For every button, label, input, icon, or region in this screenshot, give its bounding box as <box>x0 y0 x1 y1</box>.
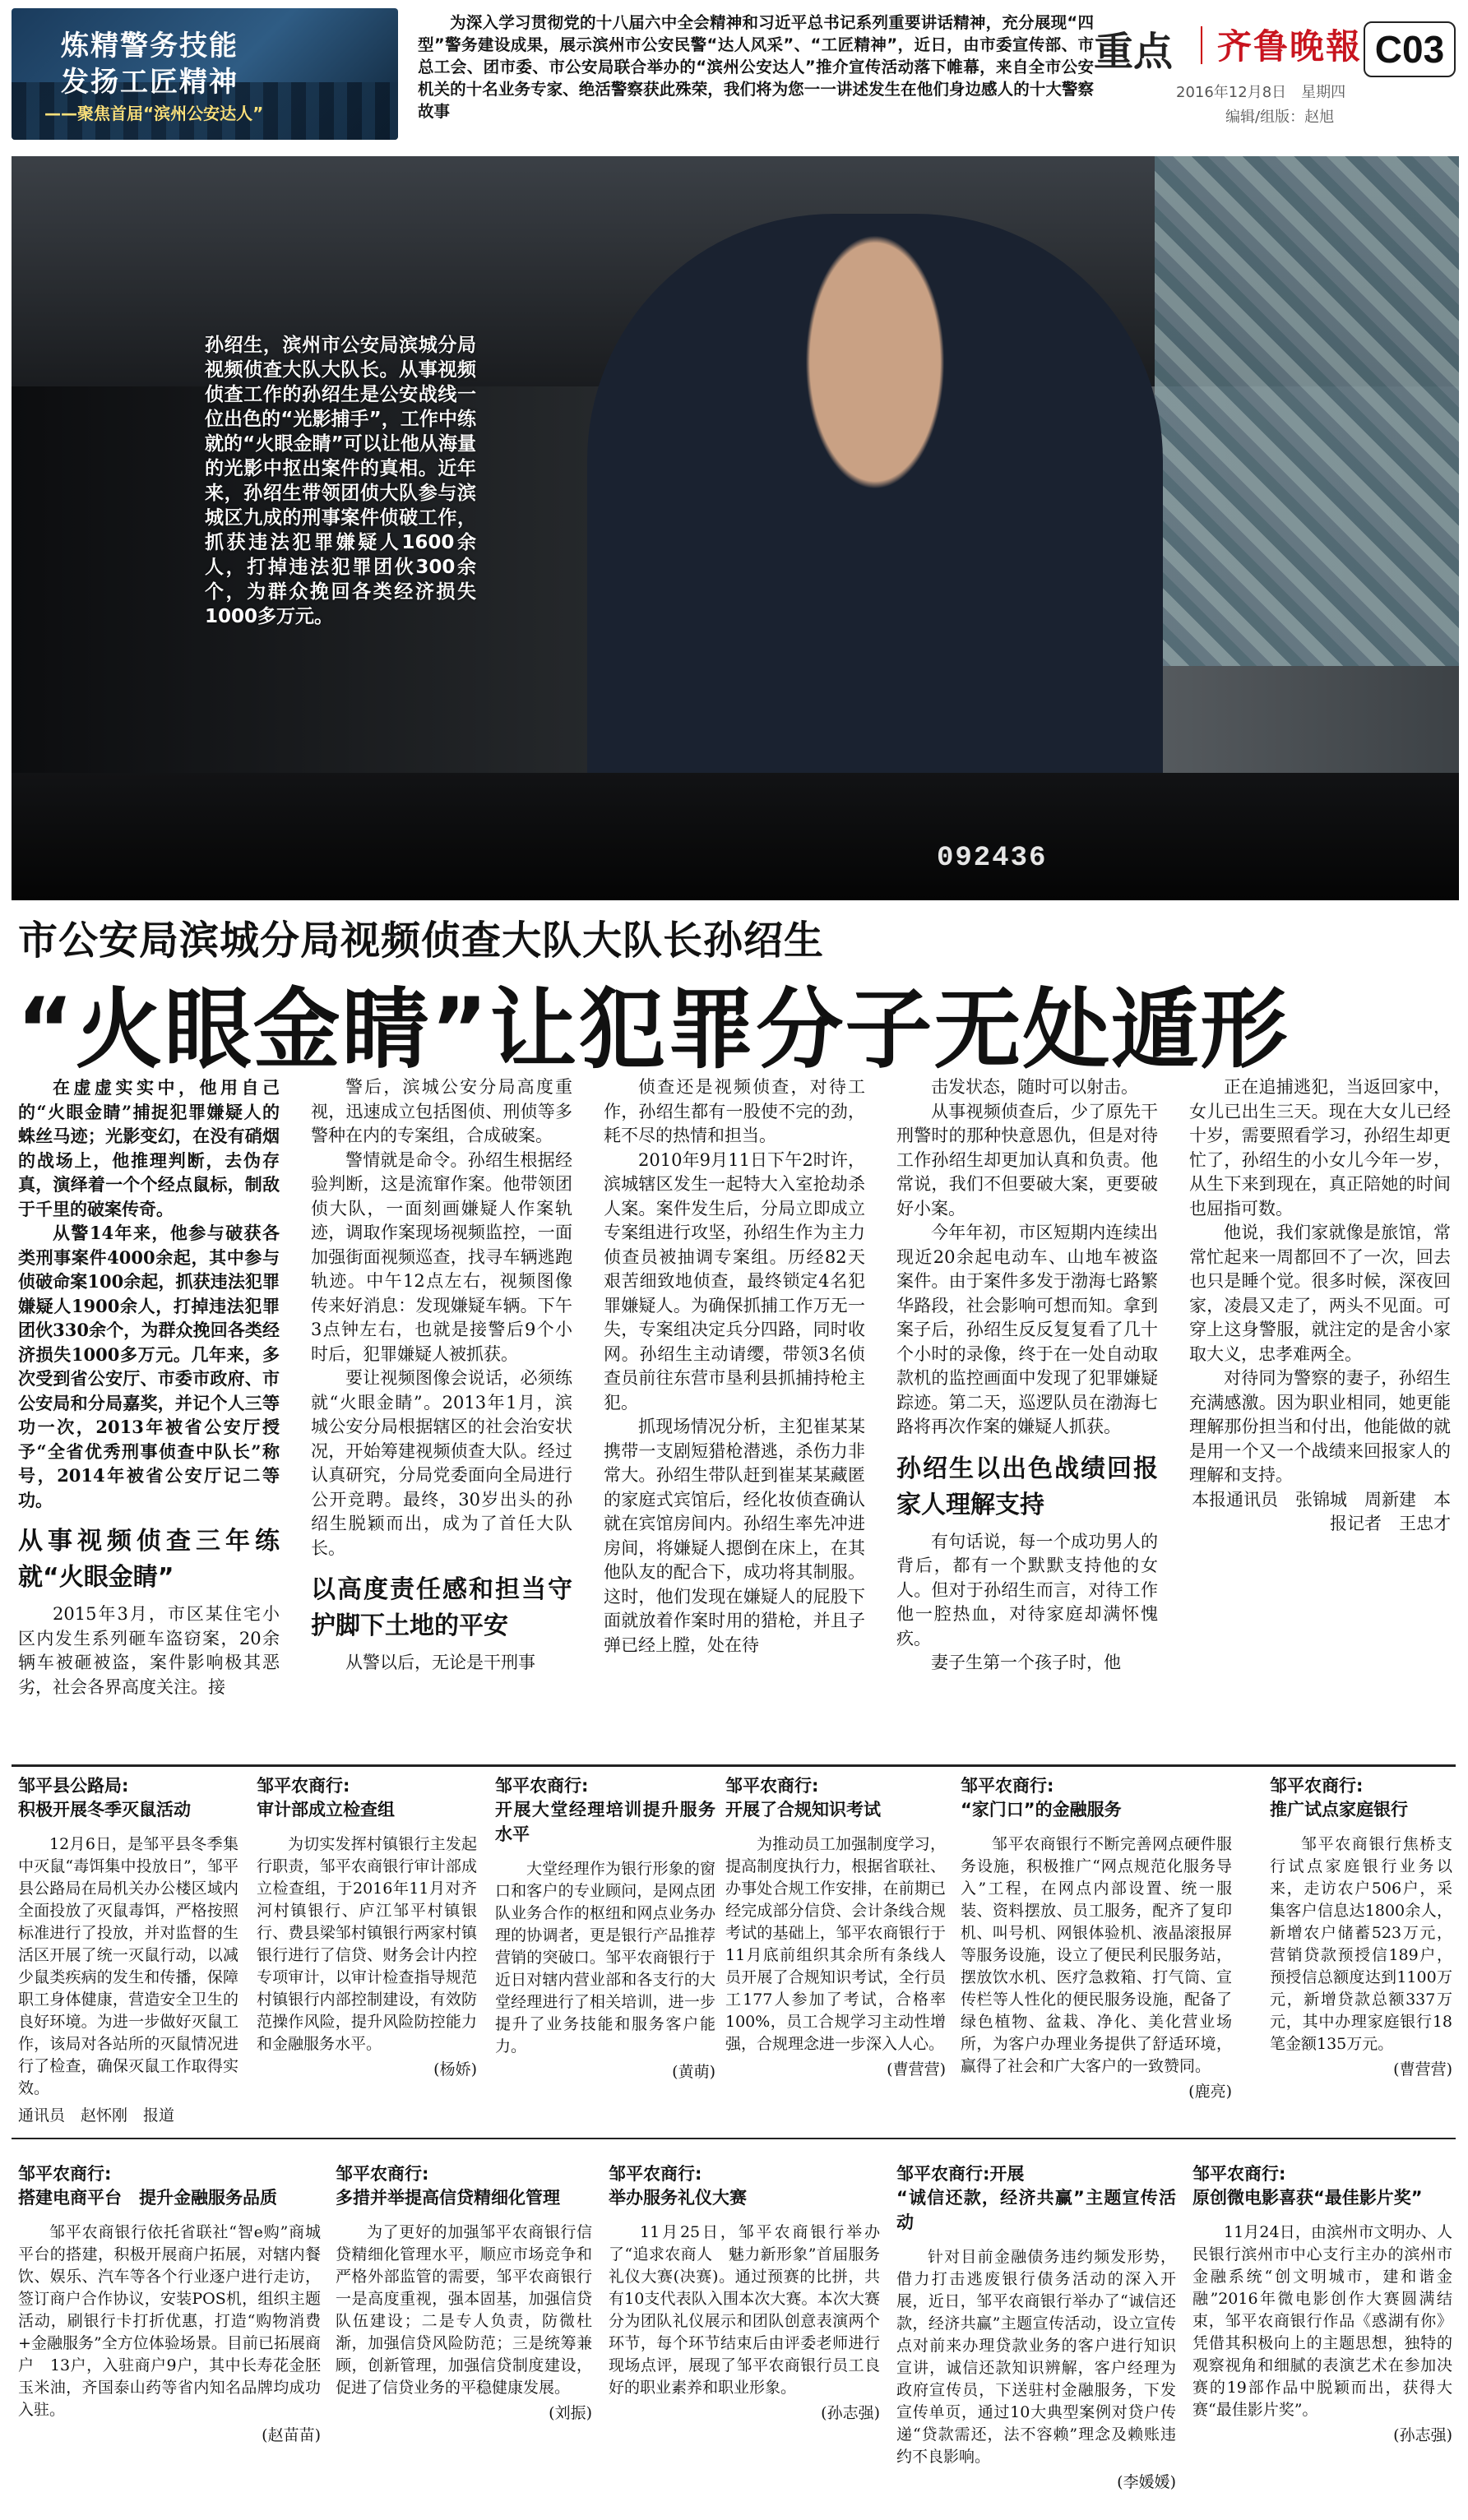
photo-caption: 孙绍生，滨州市公安局滨城分局视频侦查大队大队长。从事视频侦查工作的孙绍生是公安战线一位出色的“光影捕手”，工作中练就的“火眼金睛”可以让他从海量的光影中抠出案件的真相。近年来，孙绍生带领团侦大队参与滨城区九成的刑事案件侦破工作，抓获违法犯罪嫌疑人1600余人，打掉违法犯罪团伙300余个，为群众挽回各类经济损失1000多万元。 <box>205 335 476 627</box>
paragraph: 2015年3月，市区某住宅小区内发生系列砸车盗窃案，20余辆车被砸被盗，案件影响极其恶劣，社会各界高度关注。接 <box>18 1604 280 1697</box>
news-brief <box>961 1774 1232 2103</box>
masthead <box>1094 8 1456 140</box>
brief-credit: (曹营营) <box>887 2060 946 2078</box>
brief-credit: 通讯员 赵怀刚 报道 <box>18 2106 175 2125</box>
paragraph: 2010年9月11日下午2时许，滨城辖区发生一起特大入室抢劫杀人案。案件发生后，分局立即成立专案组进行攻坚，孙绍生作为主力侦查员被抽调专案组。历经82天艰苦细致地侦查，最终锁定4名犯罪嫌疑人。为确保抓捕工作万无一失，专案组决定兵分四路，同时收网。孙绍生主动请缨，带领3名侦查员前往东营市垦利县抓捕持枪主犯。 <box>604 1149 865 1413</box>
brief-body: 11月25日，邹平农商银行举办了“追求农商人 魅力新形象”首届服务礼仪大赛(决赛)。通过预赛的比拼，共有10支代表队入围本次大赛。本次大赛分为团队礼仪展示和团队创意表演两个环节，每个环节结束后由评委老师进行现场点评，展现了邹平农商银行员工良好的职业素养和职业形象。 <box>609 2223 880 2397</box>
brief-credit: (黄萌) <box>672 2063 715 2081</box>
banner-line2: 发扬工匠精神 <box>61 66 238 99</box>
brief-credit: (李媛媛) <box>1117 2473 1176 2491</box>
brief-body: 11月24日，由滨州市文明办、人民银行滨州市中心支行主办的滨州市金融系统“创文明城市，建和谐金融”2016年微电影创作大赛圆满结束，邹平农商银行作品《惑湖有你》凭借其积极向上的主题思想，独特的观察视角和细腻的表演艺术在参加决赛的19部作品中脱颖而出，获得大赛“最佳影片奖”。 <box>1192 2223 1452 2419</box>
brief-body: 为推动员工加强制度学习，提高制度执行力，根据省联社、办事处合规工作安排，在前期已经完成部分信贷、会计条线合规考试的基础上，邹平农商银行于11月底前组织其余所有条线人员开展了合规知识考试，全行员工177人参加了考试，合格率100%，员工合规学习主动性增强，合规理念进一步深入人心。 <box>725 1835 946 2053</box>
brief-body: 为切实发挥村镇银行主发起行职责，邹平农商银行审计部成立检查组，于2016年11月对齐河村镇银行、庐江邹平村镇银行、费县梁邹村镇银行两家村镇银行进行了信贷、财务会计内控专项审计，以审计检查指导规范村镇银行内部控制建设，有效防范操作风险，提升风险防控能力和金融服务水平。 <box>257 1835 477 2053</box>
brief-title: “诚信还款，经济共赢”主题宣传活动 <box>896 2188 1176 2232</box>
article-byline: 本报通讯员 张锦城 周新建 本报记者 王忠才 <box>1192 1489 1451 1533</box>
brief-source: 邹平农商行: <box>609 2164 702 2184</box>
brief-credit: (刘振) <box>549 2404 592 2422</box>
lead-photo <box>12 156 1459 900</box>
brief-title: 搭建电商平台 提升金融服务品质 <box>18 2188 277 2208</box>
paragraph: 侦查还是视频侦查，对待工作，孙绍生都有一股使不完的劲，耗不尽的热情和担当。 <box>604 1077 865 1145</box>
section-heading: 以高度责任感和担当守护脚下土地的平安 <box>311 1575 572 1640</box>
paragraph: 正在追捕逃犯，当返回家中，女儿已出生三天。现在大女儿已经十岁，需要照看学习，孙绍生却更忙了，孙绍生的小女儿今年一岁，从生下来到现在，真正陪她的时间也屈指可数。 <box>1189 1077 1451 1218</box>
main-headline: “火眼金睛”让犯罪分子无处遁形 <box>16 979 1290 1080</box>
subheadline: 市公安局滨城分局视频侦查大队大队长孙绍生 <box>18 918 825 964</box>
column-banner <box>12 8 398 140</box>
brief-body: 12月6日，是邹平县冬季集中灭鼠“毒饵集中投放日”，邹平县公路局在局机关办公楼区域内全面投放了灭鼠毒饵，严格按照标准进行了投放，并对监督的生活区开展了统一灭鼠行动，以减少鼠类疾病的发生和传播，保障职工身体健康，营造安全卫生的良好环境。为进一步做好灭鼠工作，该局对各站所的灭鼠情况进行了检查，确保灭鼠工作取得实效。 <box>18 1835 238 2097</box>
news-brief <box>1270 1774 1452 2081</box>
article-column-2 <box>311 1075 572 1676</box>
news-brief <box>257 1774 477 2081</box>
news-brief <box>495 1774 715 2083</box>
news-brief <box>18 2162 321 2447</box>
brief-body: 邹平农商银行不断完善网点硬件服务设施，积极推广“网点规范化服务导入”工程，在网点内部设置、统一服装、资料摆放、员工服务，配齐了复印机、叫号机、网银体验机、液晶滚报屏等服务设施，设立了便民利民服务站，摆放饮水机、医疗急救箱、打气筒、宣传栏等人性化的便民服务设施，配备了绿色植物、盆栽、净化、美化营业场所，为客户办理业务提供了舒适环境，赢得了社会和广大客户的一致赞同。 <box>961 1835 1232 2075</box>
paragraph: 今年年初，市区短期内连续出现近20余起电动车、山地车被盗案件。由于案件多发于渤海七路繁华路段，社会影响可想而知。拿到案子后，孙绍生反反复复看了几十个小时的录像，终于在一处自动取款机的监控画面中发现了犯罪嫌疑踪迹。第二天，巡逻队员在渤海七路将再次作案的嫌疑人抓获。 <box>896 1223 1158 1436</box>
brief-body: 针对目前金融债务违约频发形势，借力打击逃废银行债务活动的深入开展，近日，邹平农商银行举办了“诚信还款，经济共赢”主题宣传活动，设立宣传点对前来办理贷款业务的客户进行知识宣讲，诚信还款知识辨解，客户经理为政府宣传员，下送驻村金融服务，下发宣传单页，通过10大典型案例对贷户传递“贷款需还，法不容赖”理念及赖账违约不良影响。 <box>896 2248 1176 2466</box>
section-label: 重点 <box>1094 29 1174 75</box>
brief-source: 邹平农商行: <box>336 2164 429 2184</box>
article-column-5 <box>1189 1075 1451 1537</box>
brief-body: 为了更好的加强邹平农商银行信贷精细化管理水平，顺应市场竞争和严格外部监管的需要，邹平农商银行一是高度重视，强本固基，加强信贷队伍建设；二是专人负责，防微杜渐，加强信贷风险防范；三是统筹兼顾，创新管理，加强信贷制度建设，促进了信贷业务的平稳健康发展。 <box>336 2223 592 2397</box>
masthead-divider <box>1201 26 1202 64</box>
brief-title: 举办服务礼仪大赛 <box>609 2188 747 2208</box>
paragraph: 他说，我们家就像是旅馆，常常忙起来一周都回不了一次，回去也只是睡个觉。很多时候，深夜回家，凌晨又走了，两头不见面。可穿上这身警服，就注定的是舍小家取大义，忠孝难两全。 <box>1189 1223 1451 1364</box>
brief-title: “家门口”的金融服务 <box>961 1800 1122 1819</box>
section-divider <box>12 1764 1456 1767</box>
paragraph: 对待同为警察的妻子，孙绍生充满感激。因为职业相同，她更能理解那份担当和付出，他能做的就是用一个又一个战绩来回报家人的理解和支持。 <box>1189 1368 1451 1485</box>
brief-source: 邹平农商行:开展 <box>896 2164 1025 2184</box>
brief-body: 邹平农商银行焦桥支行试点家庭银行业务以来，走访农户506户，采集客户信息达1800余人，新增农户储蓄523万元，营销贷款预授信189户，预授信总额度达到1100万元，新增贷款总额337万元，其中办理家庭银行18笔金额135万元。 <box>1270 1835 1452 2053</box>
brief-credit: (曹营营) <box>1393 2060 1452 2078</box>
paragraph: 击发状态，随时可以射击。 <box>931 1077 1138 1097</box>
issue-date: 2016年12月8日 星期四 <box>1176 84 1346 101</box>
paragraph: 有句话说，每一个成功男人的背后，都有一个默默支持他的女人。但对于孙绍生而言，对待工作他一腔热血，对待家庭却满怀愧疚。 <box>896 1531 1158 1648</box>
article-column-3 <box>604 1075 865 1658</box>
brief-title: 原创微电影喜获“最佳影片奖” <box>1192 2188 1423 2208</box>
news-brief <box>1192 2162 1452 2447</box>
brief-source: 邹平农商行: <box>961 1776 1054 1796</box>
editor-credit: 编辑/组版：赵旭 <box>1225 109 1335 126</box>
section-heading: 孙绍生以出色战绩回报家人理解支持 <box>896 1454 1158 1519</box>
paragraph: 警后，滨城公安分局高度重视，迅速成立包括图侦、刑侦等多警种在内的专案组，合成破案。 <box>311 1077 572 1145</box>
section-heading: 从事视频侦查三年练就“火眼金睛” <box>18 1527 280 1592</box>
brief-title: 推广试点家庭银行 <box>1270 1800 1408 1819</box>
paragraph: 抓现场情况分析，主犯崔某某携带一支剧短猎枪潜逃，杀伤力非常大。孙绍生带队赶到崔某某藏匿的家庭式宾馆后，经化妆侦查确认就在宾馆房间内。孙绍生率先冲进房间，将嫌疑人摁倒在床上，在其他队友的配合下，成功将其制服。这时，他们发现在嫌疑人的屁股下面就放着作案时用的猎枪，并且子弹已经上膛，处在待 <box>604 1417 865 1655</box>
section-divider <box>12 2138 1456 2139</box>
paragraph: 要让视频图像会说话，必须练就“火眼金睛”。2013年1月，滨城公安分局根据辖区的社会治安状况，开始筹建视频侦查大队。经过认真研究，分局党委面向全局进行公开竞聘。最终，30岁出头的孙绍生脱颖而出，成为了首任大队长。 <box>311 1368 572 1558</box>
paragraph: 妻子生第一个孩子时，他 <box>931 1653 1121 1672</box>
brief-title: 审计部成立检查组 <box>257 1800 395 1819</box>
paragraph: 从事视频侦查后，少了原先干刑警时的那种快意恩仇，但是对待工作孙绍生却更加认真和负责。他常说，我们不但要破大案，更要破好小案。 <box>896 1101 1158 1218</box>
newspaper-logo: 齐鲁晚報 <box>1217 26 1363 67</box>
page-header <box>0 0 1468 150</box>
brief-title: 多措并举提高信贷精细化管理 <box>336 2188 560 2208</box>
brief-source: 邹平农商行: <box>495 1776 589 1796</box>
brief-title: 开展大堂经理培训提升服务水平 <box>495 1800 715 1844</box>
banner-line1: 炼精警务技能 <box>61 30 238 62</box>
photo-desk <box>12 773 1459 900</box>
brief-body: 邹平农商银行依托省联社“智e购”商城平台的搭建，积极开展商户拓展，对辖内餐饮、娱乐、汽车等各个行业逐户进行走访，签订商户合作协议，安装POS机，组织主题活动，刷银行卡打折优惠，打造“购物消费+金融服务”全方位体验场景。目前已拓展商户 13户，入驻商户9户，其中长寿花金胚玉米油，齐国泰山药等省内知名品牌均成功入驻。 <box>18 2223 321 2419</box>
brief-credit: (杨娇) <box>433 2060 477 2078</box>
news-brief <box>896 2162 1176 2494</box>
banner-line3: ——聚焦首届“滨州公安达人” <box>44 104 264 123</box>
brief-credit: (赵苗苗) <box>262 2426 321 2444</box>
article-body <box>18 1075 1449 1758</box>
brief-source: 邹平农商行: <box>1192 2164 1286 2184</box>
paragraph: 从警以后，无论是干刑事 <box>345 1653 535 1672</box>
brief-credit: (孙志强) <box>1393 2426 1452 2444</box>
lead-paragraph: 在虚虚实实中，他用自己的“火眼金睛”捕捉犯罪嫌疑人的蛛丝马迹；光影变幻，在没有硝烟的战场上，他推理判断，去伪存真，演绎着一个个经点鼠标，制敌于千里的破案传奇。 <box>18 1077 280 1219</box>
photo-wall-map <box>1155 156 1459 666</box>
article-column-4 <box>896 1075 1158 1676</box>
badge-number: 092436 <box>937 843 1048 874</box>
brief-title: 开展了合规知识考试 <box>725 1800 881 1819</box>
column-intro: 为深入学习贯彻党的十八届六中全会精神和习近平总书记系列重要讲话精神，充分展现“四型”警务建设成果，展示滨州市公安民警“达人风采”、“工匠精神”，近日，由市委宣传部、市总工会、团市委、市公安局联合举办的“滨州公安达人”推介宣传活动落下帷幕，来自全市公安机关的十名业务专家、绝活警察获此殊荣，我们将为您一一讲述发生在他们身边感人的十大警察故事 <box>418 13 1094 121</box>
news-brief <box>609 2162 880 2425</box>
news-brief <box>336 2162 592 2425</box>
brief-source: 邹平农商行: <box>725 1776 819 1796</box>
brief-source: 邹平农商行: <box>1270 1776 1364 1796</box>
news-brief <box>725 1774 946 2081</box>
page-number: C03 <box>1364 21 1456 77</box>
brief-credit: (孙志强) <box>821 2404 880 2422</box>
brief-source: 邹平县公路局: <box>18 1776 129 1796</box>
article-column-1 <box>18 1075 280 1699</box>
brief-credit: (鹿亮) <box>1188 2083 1232 2101</box>
lead-paragraph: 从警14年来，他参与破获各类刑事案件4000余起，其中参与侦破命案100余起，抓获违法犯罪嫌疑人1900余人，打掉违法犯罪团伙330余个，为群众挽回各类经济损失1000多万元。几年来，多次受到省公安厅、市委市政府、市公安局和分局嘉奖，并记个人三等功一次，2013年被省公安厅授予“全省优秀刑事侦查中队长”称号，2014年被省公安厅记二等功。 <box>18 1223 280 1510</box>
paragraph: 警情就是命令。孙绍生根据经验判断，这是流窜作案。他带领团侦大队，一面刻画嫌疑人作案轨迹，调取作案现场视频监控，一面加强街面视频巡查，找寻车辆逃跑轨迹。中午12点左右，视频图像传来好消息：发现嫌疑车辆。下午3点钟左右，也就是接警后9个小时后，犯罪嫌疑人被抓获。 <box>311 1149 572 1364</box>
news-brief <box>18 1774 238 2127</box>
brief-title: 积极开展冬季灭鼠活动 <box>18 1800 191 1819</box>
brief-source: 邹平农商行: <box>257 1776 350 1796</box>
brief-body: 大堂经理作为银行形象的窗口和客户的专业顾问，是网点团队业务合作的枢纽和网点业务办理的协调者，更是银行产品推荐营销的突破口。邹平农商银行于近日对辖内营业部和各支行的大堂经理进行了相关培训，进一步提升了业务技能和服务客户能力。 <box>495 1860 715 2055</box>
brief-source: 邹平农商行: <box>18 2164 112 2184</box>
